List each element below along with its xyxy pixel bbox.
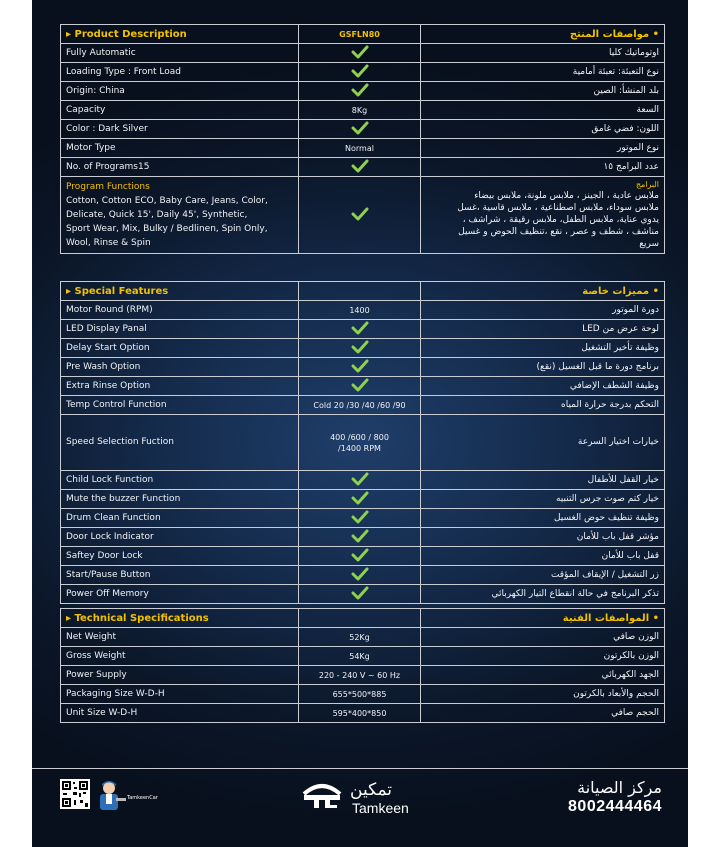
check-icon (351, 321, 369, 335)
check-icon (351, 548, 369, 562)
spec-label-en: Delay Start Option (61, 339, 299, 358)
program-list-line-ar: ملابس عادية ، الجينز ، ملابس ملونة، ملابس بيضاء (474, 191, 659, 201)
program-list-line: Cotton, Cotton ECO, Baby Care, Jeans, Color, (66, 196, 268, 206)
table-header-row (61, 609, 665, 628)
program-functions-row (61, 177, 665, 254)
check-icon (351, 491, 369, 505)
technical-specifications-heading-ar: • المواصفات الفنية (421, 609, 665, 628)
spec-label-ar: التحكم بدرجة حرارة المياه (421, 396, 665, 415)
header-empty-cell (299, 609, 421, 628)
table-row (61, 358, 665, 377)
spec-value: Cold 20 /30 /40 /60 /90 (299, 396, 421, 415)
spec-label-ar: السعة (421, 101, 665, 120)
program-list-line: Delicate, Quick 15', Daily 45', Synthetic, (66, 210, 248, 220)
spec-label-ar: وظيفة تنظيف حوض الغسيل (421, 509, 665, 528)
program-list-line: Wool, Rinse & Spin (66, 238, 151, 248)
svg-text:TamkeenCare: TamkeenCare (127, 795, 158, 801)
check-icon (351, 529, 369, 543)
check-icon (351, 340, 369, 354)
product-description-heading-ar: • مواصفات المنتج (421, 25, 665, 44)
check-icon (351, 567, 369, 581)
special-features-table (60, 281, 665, 604)
brand-name-en: Tamkeen (352, 800, 409, 816)
spec-label-ar: لوحة عرض من LED (421, 320, 665, 339)
spec-label-en: Mute the buzzer Function (61, 490, 299, 509)
table-row (61, 339, 665, 358)
program-functions-en (61, 177, 299, 254)
spec-label-ar: الجهد الكهربائي (421, 666, 665, 685)
spec-label-en: Power Supply (61, 666, 299, 685)
spec-label-en: Start/Pause Button (61, 566, 299, 585)
check-icon (351, 510, 369, 524)
table-row (61, 158, 665, 177)
spec-label-en: Temp Control Function (61, 396, 299, 415)
spec-check-cell (299, 547, 421, 566)
spec-check-cell (299, 585, 421, 604)
spec-label-ar: خيارات اختيار السرعة (421, 415, 665, 471)
spec-label-en: Loading Type : Front Load (61, 63, 299, 82)
spec-check-cell (299, 490, 421, 509)
qr-code-icon (60, 779, 90, 809)
table-row (61, 666, 665, 685)
spec-check-cell (299, 177, 421, 254)
spec-value: 52Kg (299, 628, 421, 647)
table-row (61, 509, 665, 528)
spec-check-cell (299, 63, 421, 82)
table-row (61, 120, 665, 139)
tamkeen-care-logo (96, 779, 158, 813)
spec-value: 54Kg (299, 647, 421, 666)
table-header-row (61, 25, 665, 44)
table-row (61, 415, 665, 471)
spec-label-en: Power Off Memory (61, 585, 299, 604)
spec-label-ar: مؤشر قفل باب للأمان (421, 528, 665, 547)
table-row (61, 44, 665, 63)
spec-label-en: Unit Size W-D-H (61, 704, 299, 723)
program-functions-title-ar: البرامج (635, 180, 659, 189)
spec-label-en: Fully Automatic (61, 44, 299, 63)
table-header-row (61, 282, 665, 301)
spec-check-cell (299, 358, 421, 377)
program-list-line-ar: مناشف ، شطف و عصر ، نقع ،تنظيف الحوض و غسيل (458, 227, 659, 237)
spec-label-ar: اوتوماتيك كليا (421, 44, 665, 63)
check-icon (351, 472, 369, 486)
spec-label-ar: الحجم والأبعاد بالكرتون (421, 685, 665, 704)
spec-label-ar: زر التشغيل / الإيقاف المؤقت (421, 566, 665, 585)
spec-value: 655*500*885 (299, 685, 421, 704)
spec-label-ar: الوزن بالكرتون (421, 647, 665, 666)
spec-label-en: Extra Rinse Option (61, 377, 299, 396)
page-margin (688, 0, 706, 847)
check-icon (351, 378, 369, 392)
spec-label-ar: وظيفة الشطف الإضافي (421, 377, 665, 396)
spec-label-ar: تذكر البرنامج في حالة انقطاع التيار الكهربائي (421, 585, 665, 604)
model-number: GSFLN80 (299, 25, 421, 44)
spec-label-en: Color : Dark Silver (61, 120, 299, 139)
table-row (61, 301, 665, 320)
spec-check-cell (299, 566, 421, 585)
table-row (61, 396, 665, 415)
spec-label-en: Pre Wash Option (61, 358, 299, 377)
service-center-number: 8002444464 (568, 798, 662, 815)
spec-label-en: Capacity (61, 101, 299, 120)
spec-check-cell (299, 528, 421, 547)
check-icon (351, 586, 369, 600)
spec-label-en: Drum Clean Function (61, 509, 299, 528)
program-list-line-ar: سريع (639, 239, 659, 249)
table-row (61, 566, 665, 585)
spec-label-en: Saftey Door Lock (61, 547, 299, 566)
spec-label-ar: نوع الموتور (421, 139, 665, 158)
spec-label-ar: وظيفة تأخير التشغيل (421, 339, 665, 358)
spec-check-cell (299, 320, 421, 339)
spec-label-en: Origin: China (61, 82, 299, 101)
technician-icon (96, 779, 158, 813)
spec-check-cell (299, 82, 421, 101)
spec-check-cell (299, 471, 421, 490)
program-list-line-ar: يدوي عناية، ملابس الطفل، ملابس رقيقة ، شراشف ، (462, 215, 659, 225)
spec-check-cell (299, 44, 421, 63)
spec-label-en: No. of Programs15 (61, 158, 299, 177)
special-features-heading-ar: • مميزات خاصة (421, 282, 665, 301)
spec-sheet (32, 0, 688, 847)
table-row (61, 685, 665, 704)
technical-specifications-table (60, 608, 665, 723)
technical-specifications-heading: ▸ Technical Specifications (61, 609, 299, 628)
spec-value: 8Kg (299, 101, 421, 120)
header-empty-cell (299, 282, 421, 301)
spec-label-ar: اللون: فضي غامق (421, 120, 665, 139)
table-row (61, 101, 665, 120)
spec-check-cell (299, 158, 421, 177)
tamkeen-logo-icon (300, 780, 344, 814)
check-icon (351, 64, 369, 78)
spec-label-ar: خيار القفل للأطفال (421, 471, 665, 490)
spec-label-en: Net Weight (61, 628, 299, 647)
spec-label-ar: دورة الموتور (421, 301, 665, 320)
spec-label-ar: الحجم صافي (421, 704, 665, 723)
spec-label-en: Door Lock Indicator (61, 528, 299, 547)
spec-label-ar: خيار كتم صوت جرس التنبيه (421, 490, 665, 509)
table-row (61, 377, 665, 396)
spec-label-ar: بلد المنشأ: الصين (421, 82, 665, 101)
table-row (61, 628, 665, 647)
spec-value: 595*400*850 (299, 704, 421, 723)
check-icon (351, 83, 369, 97)
spec-label-ar: برنامج دورة ما قبل الغسيل (نقع) (421, 358, 665, 377)
check-icon (351, 207, 369, 221)
spec-label-ar: قفل باب للأمان (421, 547, 665, 566)
spec-label-en: Speed Selection Fuction (61, 415, 299, 471)
check-icon (351, 121, 369, 135)
spec-value: 400 /600 / 800 /1400 RPM (299, 415, 421, 471)
table-row (61, 704, 665, 723)
check-icon (351, 45, 369, 59)
spec-value: Normal (299, 139, 421, 158)
spec-label-ar: عدد البرامج ١٥ (421, 158, 665, 177)
product-description-heading: ▸ Product Description (61, 25, 299, 44)
program-list-line-ar: ملابس سوداء، ملابس اصطناعية ، ملابس قاسية ،غسل (457, 203, 659, 213)
spec-check-cell (299, 509, 421, 528)
table-row (61, 490, 665, 509)
table-row (61, 547, 665, 566)
spec-label-en: Packaging Size W-D-H (61, 685, 299, 704)
table-row (61, 585, 665, 604)
spec-check-cell (299, 120, 421, 139)
spec-label-en: Motor Round (RPM) (61, 301, 299, 320)
spec-value: 220 - 240 V ~ 60 Hz (299, 666, 421, 685)
special-features-heading: ▸ Special Features (61, 282, 299, 301)
check-icon (351, 159, 369, 173)
spec-label-ar: نوع التعبئة: تعبئة أمامية (421, 63, 665, 82)
spec-label-ar: الوزن صافي (421, 628, 665, 647)
table-row (61, 139, 665, 158)
program-functions-ar (421, 177, 665, 254)
program-list-line: Sport Wear, Mix, Bulky / Bedlinen, Spin Only, (66, 224, 268, 234)
brand-name-ar: تمكين (350, 780, 393, 800)
service-center-label: مركز الصيانة (577, 778, 662, 797)
table-row (61, 63, 665, 82)
table-row (61, 647, 665, 666)
table-row (61, 82, 665, 101)
spec-label-en: Motor Type (61, 139, 299, 158)
product-description-table (60, 24, 665, 254)
spec-value: 1400 (299, 301, 421, 320)
spec-label-en: LED Display Panal (61, 320, 299, 339)
program-functions-title: Program Functions (66, 182, 150, 192)
spec-label-en: Gross Weight (61, 647, 299, 666)
spec-check-cell (299, 377, 421, 396)
table-row (61, 528, 665, 547)
table-row (61, 471, 665, 490)
check-icon (351, 359, 369, 373)
spec-check-cell (299, 339, 421, 358)
table-row (61, 320, 665, 339)
spec-label-en: Child Lock Function (61, 471, 299, 490)
footer-divider (32, 768, 688, 769)
